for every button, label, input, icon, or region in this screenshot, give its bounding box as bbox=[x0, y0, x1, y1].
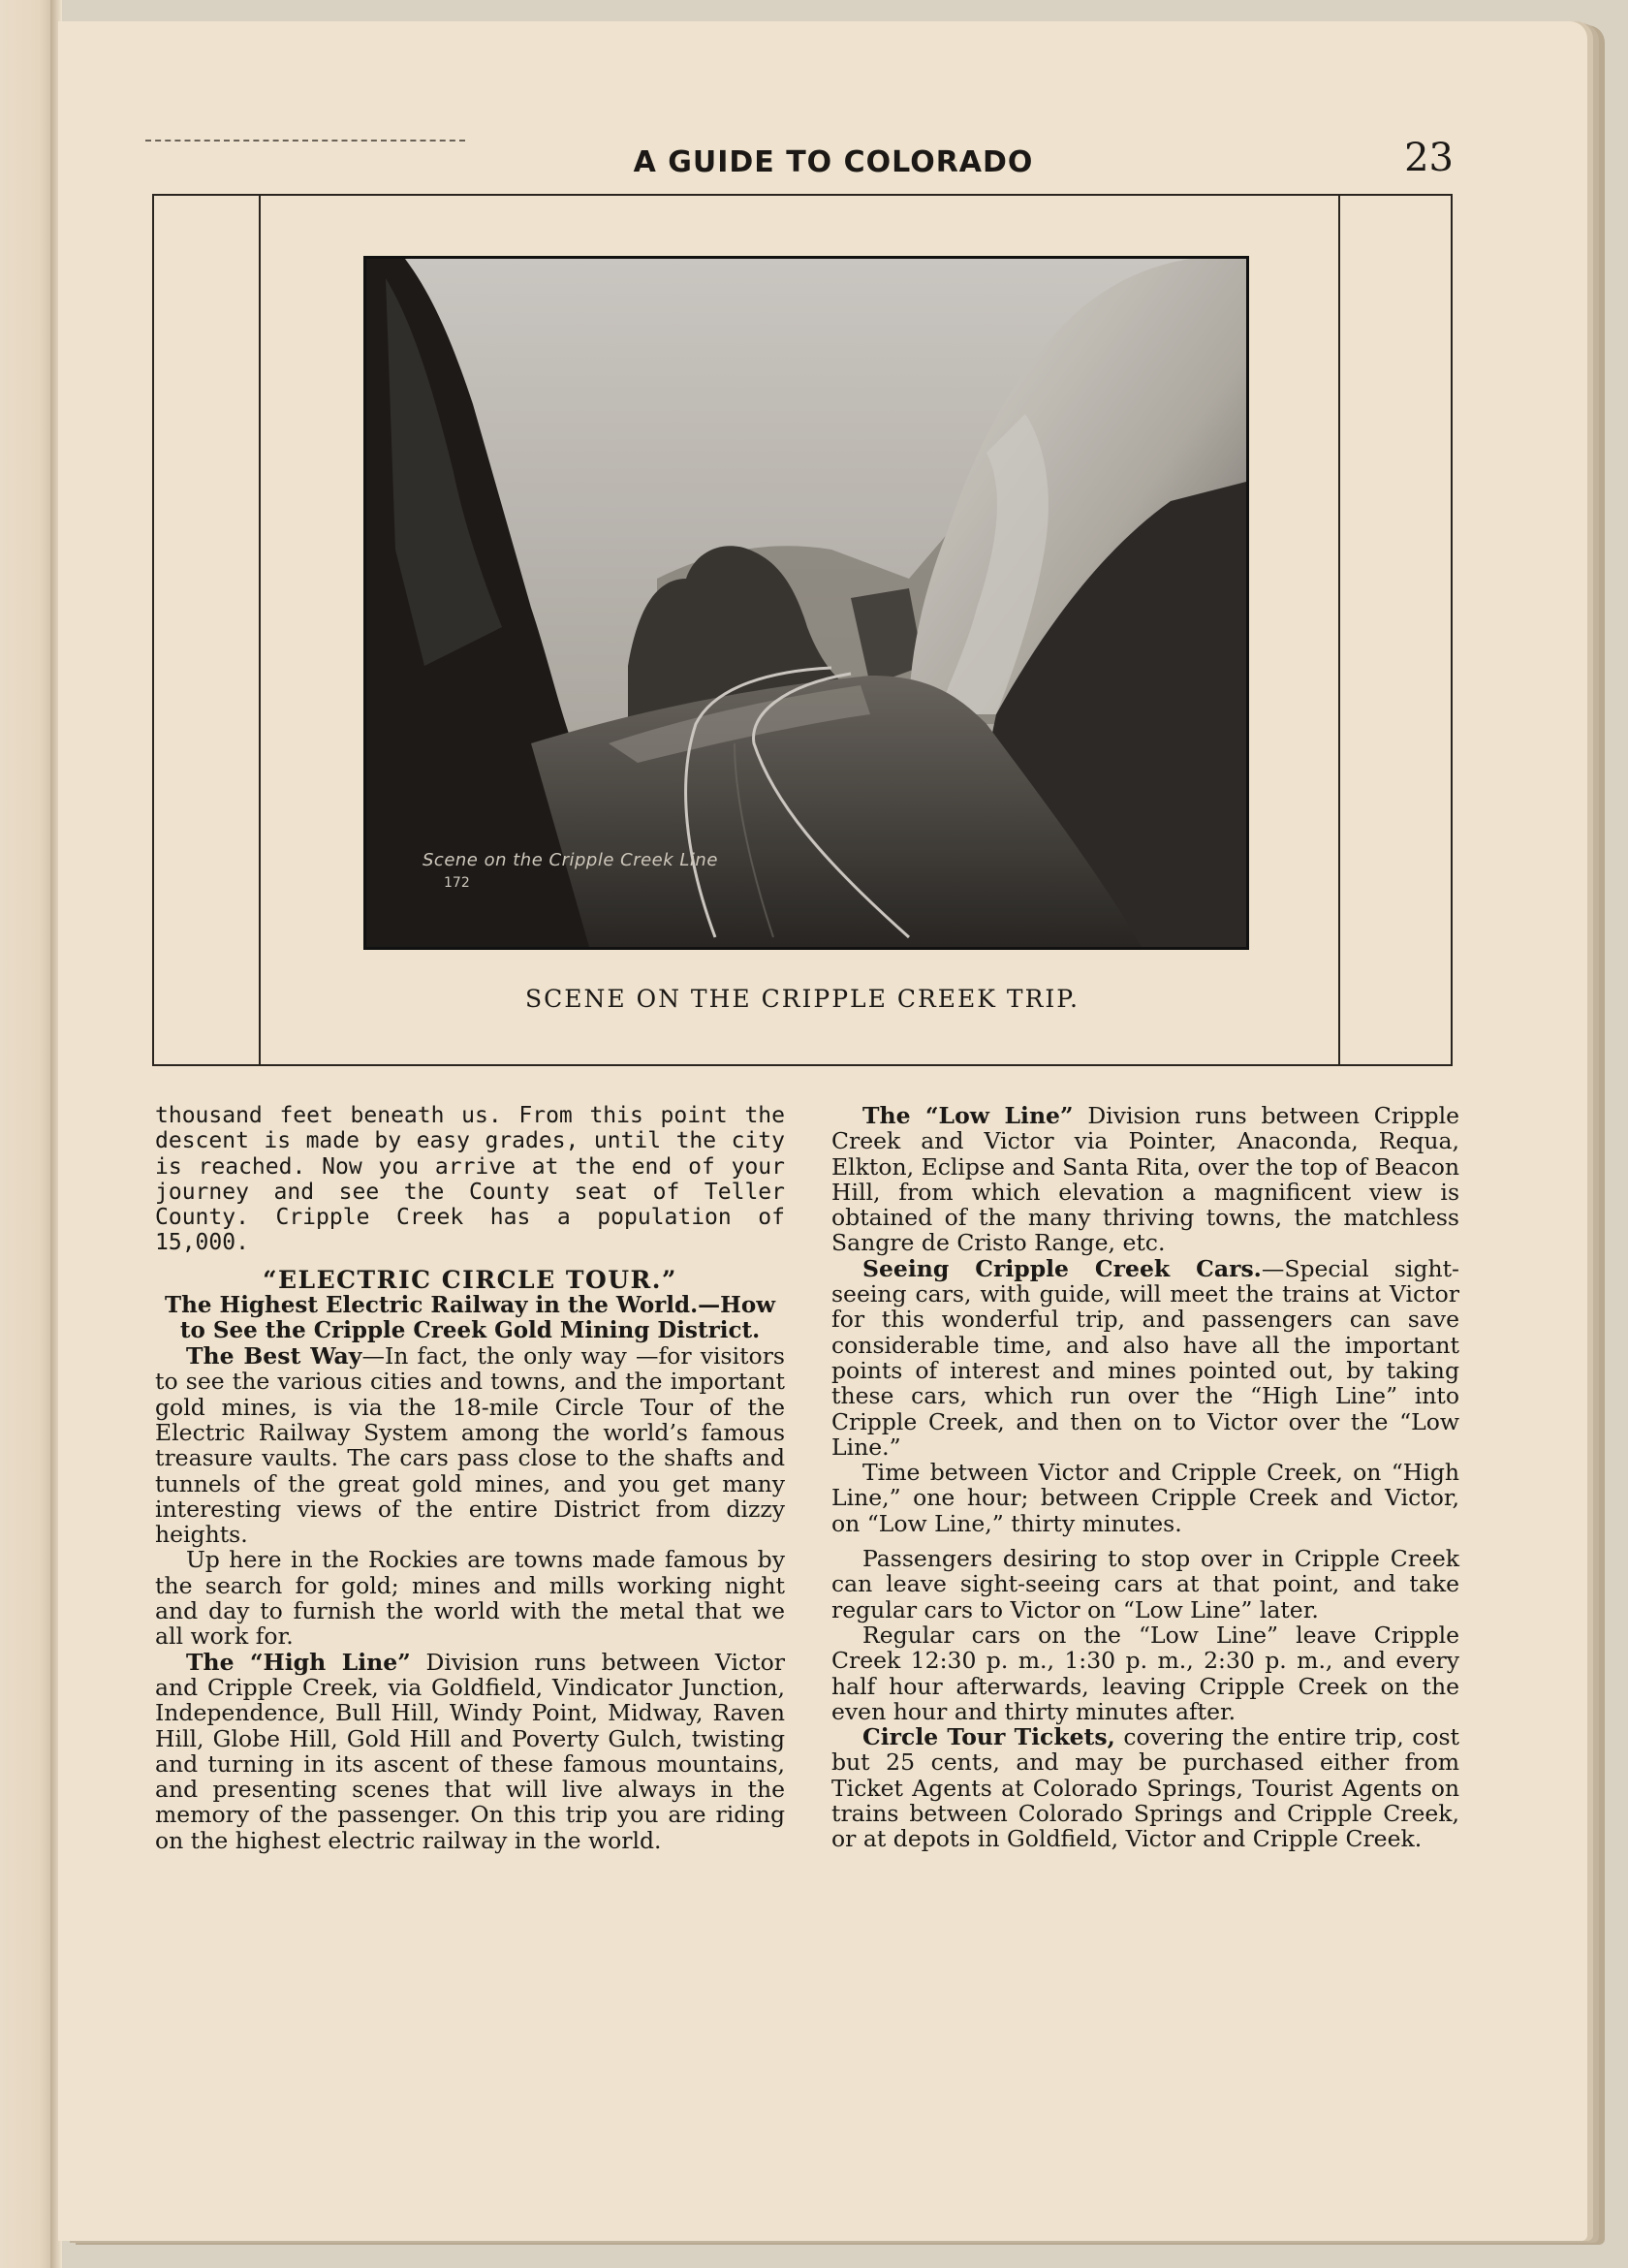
right-paragraph-2 bbox=[831, 1256, 1459, 1460]
right-paragraph-3: Time between Victor and Cripple Creek, on “High Line,” one hour; between Cripple Creek and Victor, on “Low Line,” thirty minutes. bbox=[831, 1459, 1459, 1537]
left-column bbox=[155, 1103, 785, 1853]
frame-inner-line-left bbox=[259, 196, 261, 1064]
high-line-body: Division runs between Victor and Cripple Creek, via Goldfield, Vindicator Junction, Independence, Bull Hill, Windy Point, Midway, Raven Hill, Globe Hill, Gold Hill and Poverty Gulch, twisting and turning in its ascent of these famous mountains, and presenting scenes that will live always in the memory of the passenger. On this trip you are riding on the highest electric railway in the world. bbox=[155, 1648, 785, 1854]
high-line-lead: The “High Line” bbox=[186, 1648, 411, 1676]
seeing-cars-body: —Special sight-seeing cars, with guide, will meet the trains at Victor for this wonderful trip, and passengers can save considerable time, and also have all the important points of interest and mines pointed out, by taking these cars, which run over the “High Line” into Cripple Creek, and then on to Victor over the “Low Line.” bbox=[831, 1254, 1459, 1461]
right-paragraph-5: Regular cars on the “Low Line” leave Cripple Creek 12:30 p. m., 1:30 p. m., 2:30 p. m., and every half hour afterwards, leaving Cripple Creek on the even hour and thirty minutes after. bbox=[831, 1621, 1459, 1725]
frame-inner-line-right bbox=[1338, 196, 1340, 1064]
cripple-creek-photo bbox=[363, 256, 1249, 950]
right-column bbox=[831, 1103, 1459, 1852]
right-paragraph-4: Passengers desiring to stop over in Cripple Creek can leave sight-seeing cars at that point, and take regular cars to Victor on “Low Line” later. bbox=[831, 1545, 1459, 1623]
seeing-cars-lead: Seeing Cripple Creek Cars. bbox=[862, 1254, 1262, 1282]
left-paragraph-2 bbox=[155, 1343, 785, 1547]
left-paragraph-4 bbox=[155, 1650, 785, 1853]
section-subheading: The Highest Electric Railway in the World.—How to See the Cripple Creek Gold Mining District. bbox=[164, 1292, 776, 1344]
best-way-body: —In fact, the only way —for visitors to see the various cities and towns, and the important gold mines, is via the 18-mile Circle Tour of the Electric Railway System among the world’s famous treasure vaults. The cars pass close to the shafts and tunnels of the great gold mines, and you get many interesting views of the entire District from dizzy heights. bbox=[155, 1342, 785, 1549]
running-title: A GUIDE TO COLORADO bbox=[633, 145, 1034, 179]
photo-illustration bbox=[366, 259, 1246, 947]
photo-inscription: Scene on the Cripple Creek Line bbox=[423, 850, 718, 870]
photo-number: 172 bbox=[444, 875, 470, 891]
right-paragraph-6 bbox=[831, 1724, 1459, 1851]
right-paragraph-1 bbox=[831, 1103, 1459, 1256]
left-paragraph-1: thousand feet beneath us. From this point the descent is made by easy grades, until the city is reached. Now you arrive at the end of your journey and see the County seat of Teller County. Cripple Creek has a population of 15,000. bbox=[155, 1103, 785, 1256]
low-line-lead: The “Low Line” bbox=[862, 1102, 1074, 1129]
page-number: 23 bbox=[1404, 136, 1454, 180]
best-way-lead: The Best Way bbox=[186, 1342, 362, 1370]
page-header bbox=[145, 136, 1463, 194]
low-line-body: Division runs between Cripple Creek and Victor via Pointer, Anaconda, Requa, Elkton, Eclipse and Santa Rita, over the top of Beacon Hill, from which elevation a magnificent view is obtained of the many thriving towns, the matchless Sangre de Cristo Range, etc. bbox=[831, 1102, 1459, 1257]
tickets-body: covering the entire trip, cost but 25 cents, and may be purchased either from Ticket Agents at Colorado Springs, Tourist Agents on trains between Colorado Springs and Cripple Creek, or at depots in Goldfield, Victor and Cripple Creek. bbox=[831, 1723, 1460, 1853]
left-paragraph-3: Up here in the Rockies are towns made famous by the search for gold; mines and mills working night and day to furnish the world with the metal that we all work for. bbox=[155, 1546, 785, 1651]
section-heading: “ELECTRIC CIRCLE TOUR.” bbox=[263, 1265, 677, 1294]
figure-caption: SCENE ON THE CRIPPLE CREEK TRIP. bbox=[525, 985, 1080, 1013]
left-page-edge bbox=[0, 0, 56, 2268]
tickets-lead: Circle Tour Tickets, bbox=[862, 1723, 1115, 1751]
header-rule bbox=[145, 140, 465, 143]
figure-frame bbox=[152, 194, 1453, 1066]
